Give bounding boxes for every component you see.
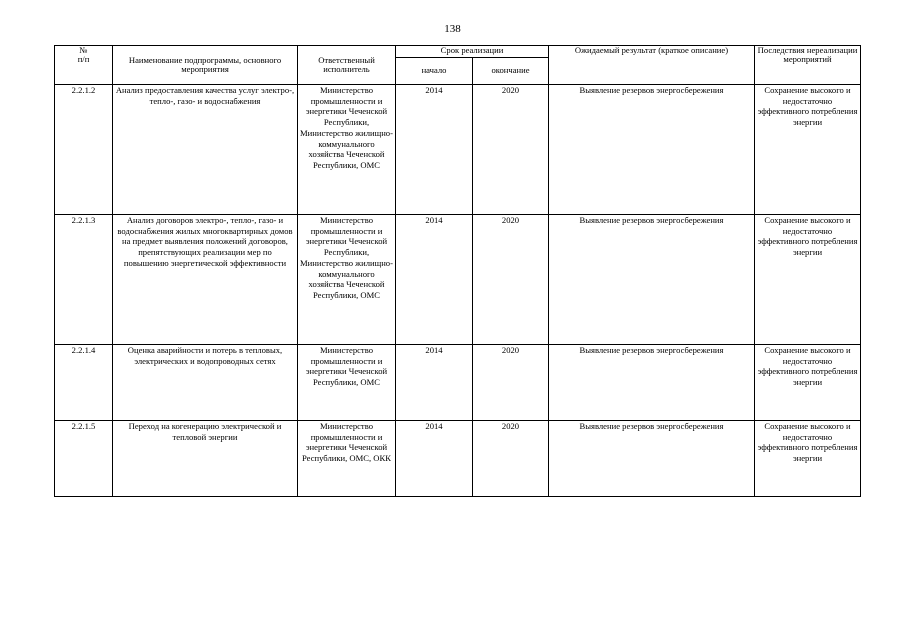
row-end: 2020 [473,345,549,421]
row-start: 2014 [396,85,473,215]
row-start: 2014 [396,421,473,497]
row-start: 2014 [396,345,473,421]
header-responsible: Ответственный исполнитель [298,46,396,85]
row-end: 2020 [473,85,549,215]
row-consequence: Сохранение высокого и недостаточно эффективного потребления энергии [755,85,861,215]
header-name: Наименование подпрограммы, основного мероприятия [113,46,298,85]
header-start: начало [396,58,473,85]
row-responsible: Министерство промышленности и энергетики Чеченской Республики, ОМС [298,345,396,421]
page-number: 138 [444,23,461,35]
header-expected-result: Ожидаемый результат (краткое описание) [549,46,755,85]
row-result: Выявление резервов энергосбережения [549,215,755,345]
header-period: Срок реализации [396,46,549,58]
row-consequence: Сохранение высокого и недостаточно эффективного потребления энергии [755,421,861,497]
row-end: 2020 [473,215,549,345]
header-number-bottom: п/п [77,54,90,65]
row-consequence: Сохранение высокого и недостаточно эффективного потребления энергии [755,215,861,345]
row-name: Анализ предоставления качества услуг электро-, тепло-, газо- и водоснабжения [113,85,298,215]
header-consequences: Последствия нереализации мероприятий [755,46,861,85]
row-end: 2020 [473,421,549,497]
row-result: Выявление резервов энергосбережения [549,85,755,215]
header-end: окончание [473,58,549,85]
row-name: Анализ договоров электро-, тепло-, газо- и водоснабжения жилых многоквартирных домов на предмет выявления положений договоров, препятствующих реализации мер по повышению энергетической эффективности [113,215,298,345]
program-measures-table [54,45,861,497]
table-row [55,345,861,421]
header-number [55,46,113,85]
table-row [55,421,861,497]
table-row [55,215,861,345]
row-name: Оценка аварийности и потерь в тепловых, электрических и водопроводных сетях [113,345,298,421]
row-number: 2.2.1.4 [55,345,113,421]
row-number: 2.2.1.3 [55,215,113,345]
header-number-top: № [79,45,88,55]
row-number: 2.2.1.5 [55,421,113,497]
row-result: Выявление резервов энергосбережения [549,421,755,497]
row-responsible: Министерство промышленности и энергетики Чеченской Республики, ОМС, ОКК [298,421,396,497]
row-result: Выявление резервов энергосбережения [549,345,755,421]
row-start: 2014 [396,215,473,345]
row-number: 2.2.1.2 [55,85,113,215]
row-consequence: Сохранение высокого и недостаточно эффективного потребления энергии [755,345,861,421]
row-name: Переход на когенерацию электрической и тепловой энергии [113,421,298,497]
row-responsible: Министерство промышленности и энергетики Чеченской Республики, Министерство жилищно-коммунального хозяйства Чеченской Республики, ОМС [298,215,396,345]
row-responsible: Министерство промышленности и энергетики Чеченской Республики, Министерство жилищно-коммунального хозяйства Чеченской Республики, ОМС [298,85,396,215]
table-row [55,85,861,215]
